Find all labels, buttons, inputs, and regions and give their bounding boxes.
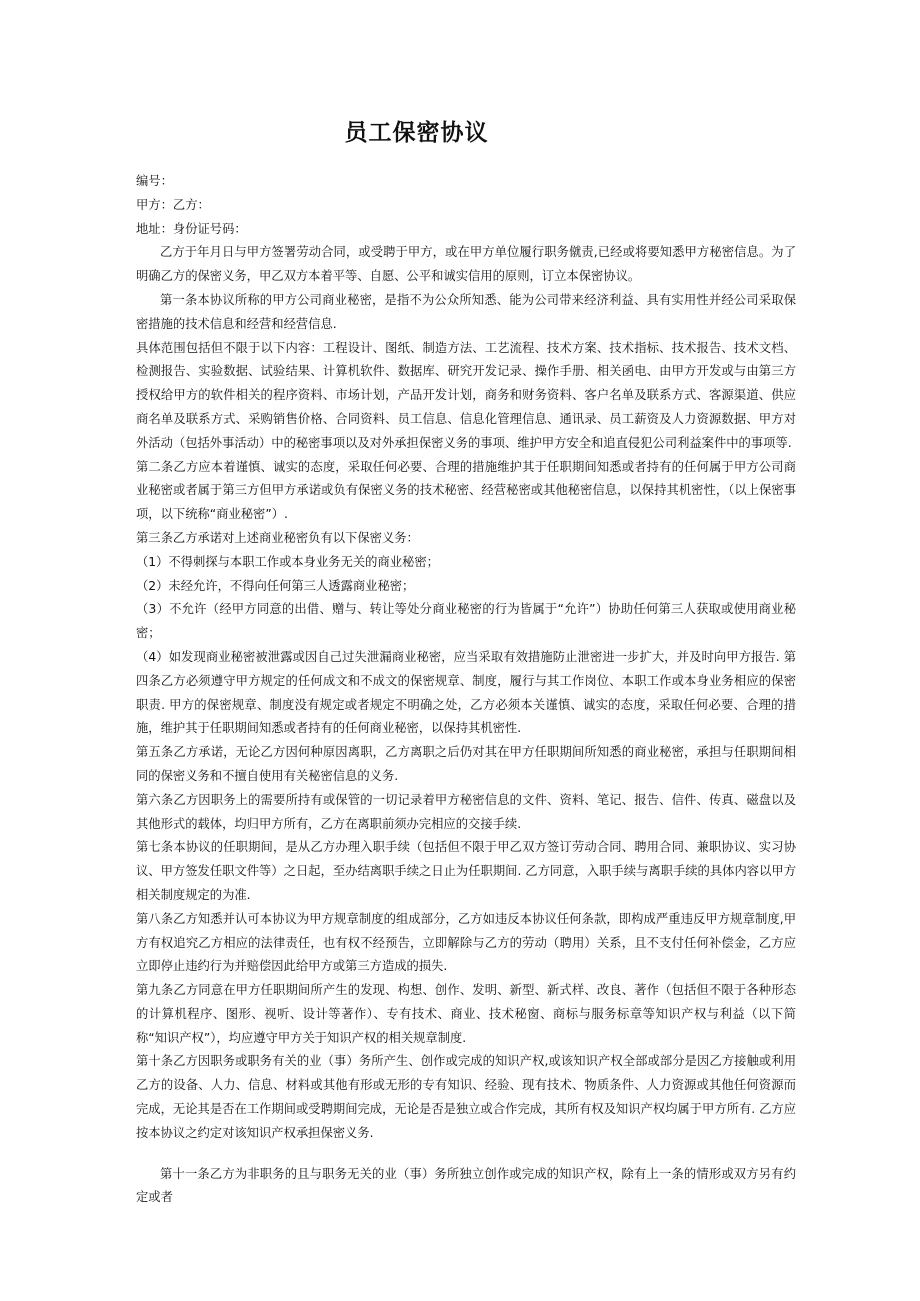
article-1: 第一条本协议所称的甲方公司商业秘密，是指不为公众所知悉、能为公司带来经济利益、具有实用性并经公司采取保密措施的技术信息和经营和经营信息. — [136, 292, 796, 331]
field-number: 编号： — [136, 174, 173, 188]
field-address: 地址：身份证号码： — [136, 221, 247, 236]
obligation-item-4: （4）如发现商业秘密被泄露或因自己过失泄漏商业秘密，应当采取有效措施防止泄密进一步扩大，并及时向甲方报告. 第四条乙方必须遵守甲方规定的任何成文和不成文的保密规章、制度，履行与其工作岗位、本职工作或本身业务相应的保密职责. 甲方的保密规章、制度没有规定或者规定不明确之处，乙方必须本关谨慎、诚实的态度，采取任何必要、合理的措施，维护其于任职期间知悉或者持有的任何商业秘密，以保持其机密性. — [136, 649, 796, 736]
article-9: 第九条乙方同意在甲方任职期间所产生的发现、构想、创作、发明、新型、新式样、改良、著作（包括但不限于各种形态的计算机程序、图形、视听、设计等著作）、专有技术、商业、技术秘窗、商标与服务标章等知识产权与利益（以下简称“知识产权”），均应遵守甲方关于知识产权的相关规章制度. — [136, 983, 796, 1045]
obligation-item-2: （2）未经允许，不得向任何第三人透露商业秘密； — [136, 578, 415, 593]
article-8: 第八条乙方知悉并认可本协议为甲方规章制度的组成部分，乙方如违反本协议任何条款，即构成严重违反甲方规章制度,甲方有权追究乙方相应的法律责任，也有权不经预告，立即解除与乙方的劳动（聘用）关系，且不支付任何补偿金，乙方应立即停止违约行为并赔偿因此给甲方或第三方造成的损失. — [136, 911, 796, 974]
article-11: 第十一条乙方为非职务的且与职务无关的业（事）务所独立创作或完成的知识产权，除有上一条的情形或双方另有约定或者 — [136, 1166, 796, 1205]
obligation-item-1: （1）不得刺探与本职工作或本身业务无关的商业秘密； — [136, 554, 439, 569]
article-3: 第三条乙方承诺对上述商业秘密负有以下保密义务： — [136, 530, 419, 545]
obligation-item-3: （3）不允许（经甲方同意的出借、赠与、转让等处分商业秘密的行为皆属于“允许”）协助任何第三人获取或使用商业秘密； — [136, 602, 796, 641]
article-5: 第五条乙方承诺，无论乙方因何种原因离职，乙方离职之后仍对其在甲方任职期间所知悉的商业秘密，承担与任职期间相同的保密义务和不擅自使用有关秘密信息的义务. — [136, 745, 796, 783]
article-2: 第二条乙方应本着谨慎、诚实的态度，采取任何必要、合理的措施维护其于任职期间知悉或者持有的任何属于甲方公司商业秘密或者属于第三方但甲方承诺或负有保密义务的技术秘密、经营秘密或其他秘密信息，以保持其机密性，（以上保密事项，以下统称“商业秘密”）. — [136, 459, 796, 522]
article-7: 第七条本协议的任职期间，是从乙方办理入职手续（包括但不限于甲乙双方签订劳动合同、聘用合同、兼职协议、实习协议、甲方签发任职文件等）之日起，至办结离职手续之日止为任职期间. 乙方同意，入职手续与离职手续的具体内容以甲方相关制度规定的为准. — [136, 840, 796, 902]
document-body — [136, 170, 796, 1210]
article-10: 第十条乙方因职务或职务有关的业（事）务所产生、创作或完成的知识产权,或该知识产权全部或部分是因乙方接触或利用乙方的设备、人力、信息、材料或其他有形或无形的专有知识、经验、现有技术、物质条件、人力资源或其他任何资源而完成，无论其是否在工作期间或受聘期间完成，无论是否是独立或合作完成，其所有权及知识产权均属于甲方所有. 乙方应按本协议之约定对该知识产权承担保密义务. — [136, 1054, 796, 1140]
field-parties: 甲方：乙方： — [136, 197, 210, 212]
article-6: 第六条乙方因职务上的需要所持有或保管的一切记录着甲方秘密信息的文件、资料、笔记、报告、信件、传真、磁盘以及其他形式的载体，均归甲方所有，乙方在离职前须办完相应的交接手续. — [136, 792, 796, 831]
paragraph-scope: 具体范围包括但不限于以下内容：工程设计、图纸、制造方法、工艺流程、技术方案、技术指标、技术报告、技术文档、检测报告、实验数据、试验结果、计算机软件、数据库、研究开发记录、操作手册、相关函电、由甲方开发或与由第三方授权给甲方的软件相关的程序资料、市场计划，产品开发计划，商务和财务资料、客户名单及联系方式、客源渠道、供应商名单及联系方式、采购销售价格、合同资料、员工信息、信息化管理信息、通讯录、员工薪资及人力资源数据、甲方对外活动（包括外事活动）中的秘密事项以及对外承担保密义务的事项、维护甲方安全和追直侵犯公司利益案件中的事项等. — [136, 340, 796, 450]
document-title: 员工保密协议 — [344, 120, 489, 146]
paragraph-intro: 乙方于年月日与甲方签署劳动合同，或受聘于甲方，或在甲方单位履行职务僦责,已经或将要知悉甲方秘密信息。为了明确乙方的保密义务，甲乙双方本着平等、自愿、公平和诚实信用的原则，订立本保密协议。 — [136, 245, 796, 284]
